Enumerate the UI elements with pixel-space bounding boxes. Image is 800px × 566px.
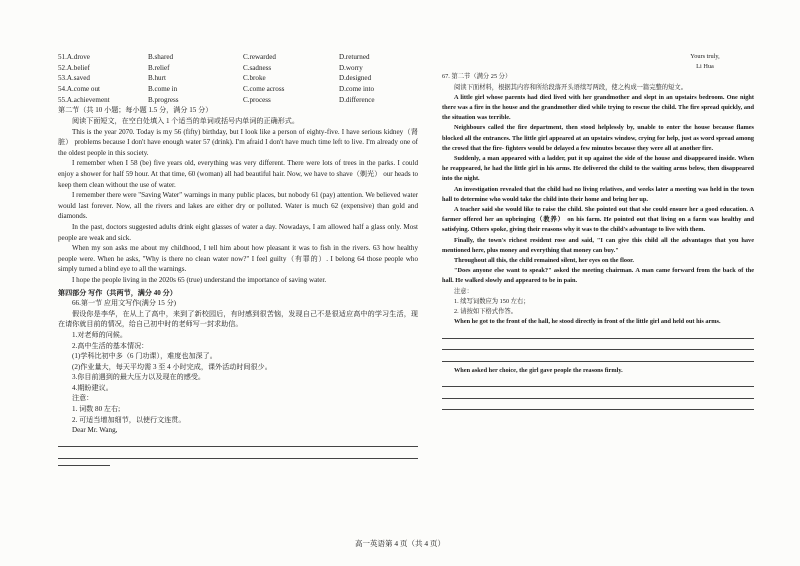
right-column: [442, 52, 754, 410]
q67-title: 67. 第二节（满分 25 分）: [442, 73, 512, 81]
option-row: 51.A.drove B.shared C.rewarded D.returned: [58, 53, 370, 62]
passage-paragraph: I remember there were "Saving Water" warnings in many public places, but nobody 61 (pay) attention. We believed water would last forever. Now, all the rivers and lakes are either dry or polluted. Water is much 62 (expensive) than gold and diamonds.: [58, 191, 418, 221]
q66-point: 4.期盼建议。: [72, 383, 113, 392]
notice-label: 注意：: [72, 394, 94, 403]
q66-point: (2)作业量大，每天平均需 3 至 4 小时完成，课外活动时间很少。: [72, 362, 272, 371]
answer-line-short: [58, 459, 110, 466]
story-paragraph: A teacher said she would like to raise the child. She pointed out that she could ensure her a good education. A farmer offered her an upbringing（教养） on his farm. He pointed out that living on a farm was healthy and satisfying. Others spoke, giving their reasons why it was to the child's advantage to live with them.: [442, 206, 754, 234]
options-table: [58, 52, 418, 105]
notice-item: 1. 续写词数应为 150 左右；: [454, 297, 530, 305]
q66-body: 假设你是李华，在从上了高中，来到了新校园后，有时感到很苦恼，发现自己不是很适应高中的学习生活，现在请你就目前的情况，给自己初中时的老师写一封求助信。: [58, 309, 418, 329]
q66-title: 66.第一节 应用文写作(满分 15 分): [72, 299, 177, 308]
story-paragraph: Neighbours called the fire department, then stood helplessly by, unable to enter the house because flames blocked all the entrances. The little girl appeared at an upstairs window, crying for help, just as word spread among the crowd that the fire- fighters would be delayed a few minutes because they were all at another fire.: [442, 124, 754, 152]
answer-line: [58, 447, 418, 458]
option-row: 53.A.saved B.hurt C.broke D.designed: [58, 74, 372, 83]
answer-line: [442, 327, 754, 338]
passage-paragraph: In the past, doctors suggested adults drink eight glasses of water a day. Nowadays, I am allowed half a glass only. Most people are weak and sick.: [58, 222, 418, 242]
q67-instructions: 阅读下面材料，根据其内容和所给段落开头语续写两段，使之构成一篇完整的短文。: [454, 83, 687, 91]
story-paragraph: An investigation revealed that the child had no living relatives, and weeks later a meeting was held in the town hall to determine who would take the child into their home and bring her up.: [442, 185, 754, 203]
section2-title: 第二节（共 10 小题；每小题 1.5 分，满分 15 分）: [58, 106, 213, 115]
passage-paragraph: I hope the people living in the 2020s 65 (true) understand the importance of saving water.: [72, 275, 327, 284]
section2-instructions: 阅读下面短文，在空白处填入 1 个适当的单词或括号内单词的正确形式。: [72, 117, 299, 126]
q66-point: 3.你目前遇到的最大压力以及现在的感受。: [72, 373, 206, 382]
story-paragraph: Throughout all this, the child remained silent, her eyes on the floor.: [454, 257, 634, 265]
q66-point: (1)学科比初中多（6 门功课），难度也加深了。: [72, 352, 217, 361]
option-row: 54.A.come out B.come in C.come across D.come into: [58, 85, 375, 94]
notice-item: 2. 可适当增加细节，以使行文连贯。: [72, 415, 186, 424]
passage-paragraph: This is the year 2070. Today is my 56 (fifty) birthday, but I look like a person of eighty-five. I have serious kidney（肾脏） problems because I don't have enough water 57 (drink). I'm afraid I don't have much time left to live. I'm already one of the oldest people in this society.: [58, 127, 418, 157]
salutation: Dear Mr. Wang,: [72, 426, 118, 435]
continuation-start-1: When he got to the front of the hall, he stood directly in front of the little girl and held out his arms.: [454, 318, 721, 326]
q66-point: 2.高中生活的基本情况：: [72, 341, 149, 350]
letter-signature: Yours truly, Li Hua: [690, 53, 720, 71]
continuation-start-2: When asked her choice, the girl gave people the reasons firmly.: [454, 366, 623, 374]
notice-item: 2. 请按如下格式作答。: [454, 308, 517, 316]
answer-line: [442, 376, 754, 387]
story-paragraph: Suddenly, a man appeared with a ladder, put it up against the side of the house and disappeared inside. When he reappeared, he had the little girl in his arms. He delivered the child to the waiting arms below, then disappeared into the night.: [442, 155, 754, 183]
left-column: [58, 52, 418, 466]
q66-point: 1.对老师的问候。: [72, 330, 127, 339]
answer-line: [442, 399, 754, 410]
answer-line: [58, 436, 418, 447]
notice-label: 注意：: [454, 287, 473, 295]
passage-paragraph: I remember when I 58 (be) five years old, everything was very different. There were lots of trees in the parks. I could enjoy a shower for half 59 hour. At that time, 60 (woman) all had beautiful hair. Now, we have to shave（剃光） our heads to keep them clean without the use of water.: [58, 159, 418, 189]
notice-item: 1. 词数 80 左右;: [72, 405, 121, 414]
story-paragraph: A little girl whose parents had died lived with her grandmother and slept in an upstairs bedroom. One night there was a fire in the house and the grandmother died while trying to rescue the child. The fire spread quickly, and the situation was terrible.: [442, 93, 754, 122]
answer-line: [442, 350, 754, 361]
answer-line: [442, 339, 754, 350]
option-row: 55.A.achievement B.progress C.process D.difference: [58, 95, 375, 104]
page-footer: 高一英语第 4 页（共 4 页）: [355, 539, 445, 548]
story-paragraph: "Does anyone else want to speak?" asked the meeting chairman. A man came forward from the back of the hall. He walked slowly and appeared to be in pain.: [442, 267, 754, 285]
option-row: 52.A.belief B.relief C.sadness D.worry: [58, 63, 363, 72]
part4-title: 第四部分 写作（共两节，满分 40 分）: [58, 288, 177, 297]
answer-line: [442, 387, 754, 398]
story-paragraph: Finally, the town's richest resident rose and said, "I can give this child all the advantages that you have mentioned here, plus money and everything that money can buy.": [442, 236, 754, 254]
passage-paragraph: When my son asks me about my childhood, I tell him about how pleasant it was to fish in the rivers. 63 how healthy people were. When he asks, "Why is there no clean water now?" I feel guilty（有罪的）. I belong 64 those people who simply turned a blind eye to all the warnings.: [58, 244, 418, 274]
